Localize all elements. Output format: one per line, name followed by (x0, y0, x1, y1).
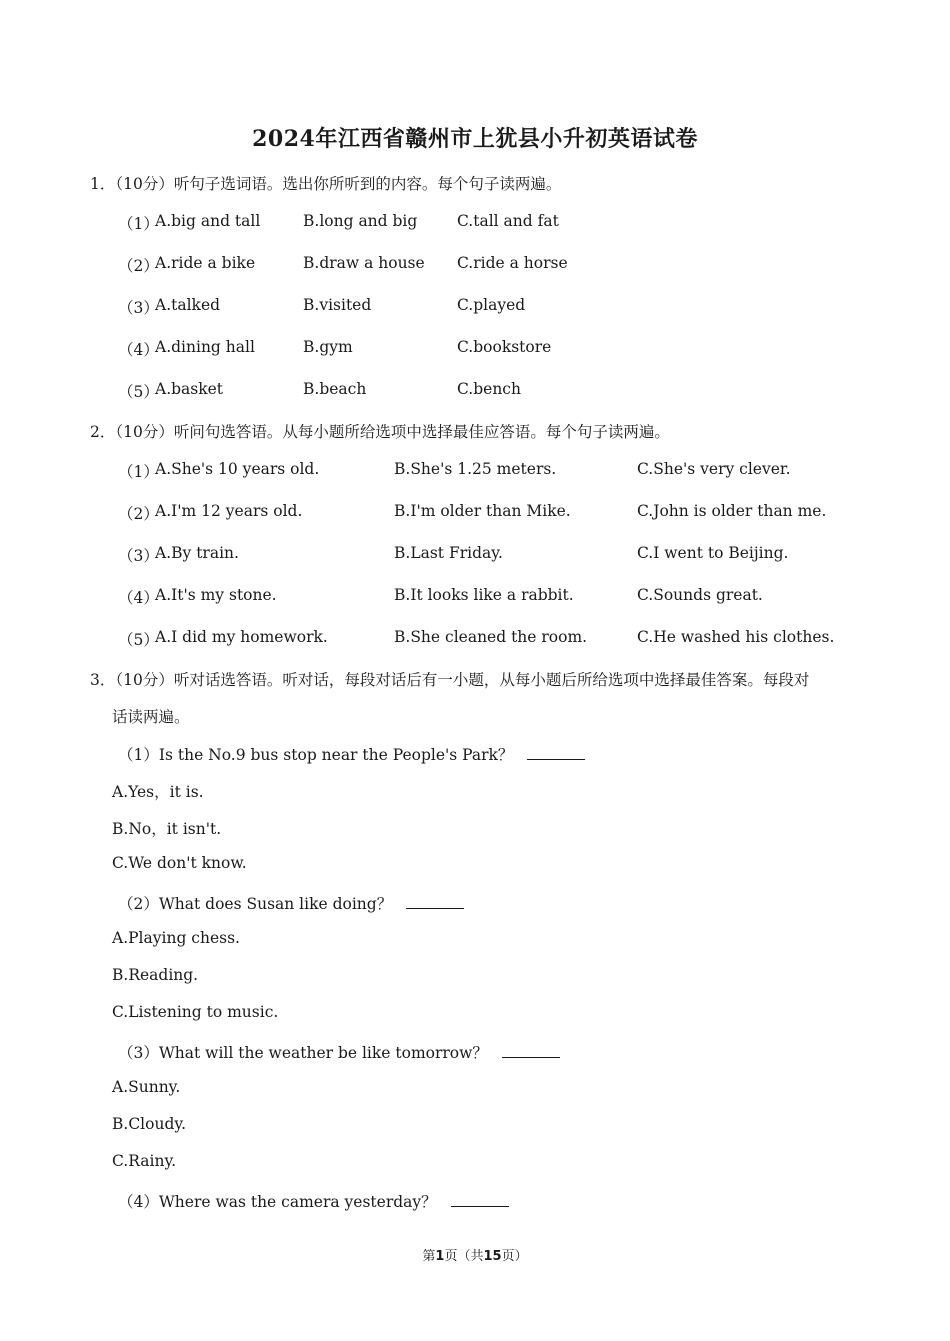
q3-2-option-c: C.Listening to music. (112, 1003, 279, 1021)
q2-option-a: A.By train. (155, 544, 239, 562)
q1-item-num: （4） (118, 341, 159, 359)
q3-question-text: （1）Is the No.9 bus stop near the People's Park？ (118, 746, 514, 764)
q1-option-b: B.draw a house (303, 254, 425, 272)
footer-page-number: 1 (435, 1249, 445, 1264)
q2-option-c: C.He washed his clothes. (637, 628, 835, 646)
page-title: 2024年江西省赣州市上犹县小升初英语试卷 (252, 126, 698, 152)
q1-option-a: A.big and tall (155, 212, 261, 230)
footer-prefix: 第 (422, 1249, 436, 1264)
q2-item-num: （4） (118, 589, 159, 607)
q2-option-b: B.She cleaned the room. (394, 628, 588, 646)
q1-item-num: （5） (118, 383, 159, 401)
q3-question-1 (118, 743, 585, 765)
q3-header: 3．（10分）听对话选答语。听对话，每段对话后有一小题，从每小题后所给选项中选择最佳答案。每段对 (90, 671, 810, 689)
q1-option-b: B.visited (303, 296, 372, 314)
q3-3-option-a: A.Sunny. (112, 1078, 181, 1096)
q3-1-option-a: A.Yes，it is. (112, 783, 204, 801)
q3-1-option-c: C.We don't know. (112, 854, 247, 872)
q1-option-b: B.gym (303, 338, 353, 356)
q3-question-2 (118, 892, 464, 914)
q2-option-a: A.It's my stone. (155, 586, 277, 604)
answer-blank (502, 1045, 560, 1058)
q1-option-c: C.played (457, 296, 526, 314)
q1-option-c: C.bench (457, 380, 521, 398)
q2-item-num: （5） (118, 631, 159, 649)
q3-question-text: （2）What does Susan like doing？ (118, 895, 393, 913)
q1-option-c: C.bookstore (457, 338, 552, 356)
q2-option-b: B.She's 1.25 meters. (394, 460, 557, 478)
q1-option-c: C.ride a horse (457, 254, 568, 272)
q1-item-num: （1） (118, 215, 159, 233)
q1-header: 1．（10分）听句子选词语。选出你所听到的内容。每个句子读两遍。 (90, 175, 562, 193)
footer-mid: 页（共 (444, 1249, 484, 1264)
q2-option-b: B.Last Friday. (394, 544, 503, 562)
q3-question-3 (118, 1041, 560, 1063)
q3-3-option-b: B.Cloudy. (112, 1115, 186, 1133)
q2-option-a: A.I'm 12 years old. (155, 502, 303, 520)
q3-3-option-c: C.Rainy. (112, 1152, 177, 1170)
footer-total-pages: 15 (483, 1249, 502, 1264)
q2-option-a: A.I did my homework. (155, 628, 328, 646)
page-footer (0, 1245, 950, 1264)
q2-option-c: C.Sounds great. (637, 586, 763, 604)
q2-item-num: （1） (118, 463, 159, 481)
q3-1-option-b: B.No，it isn't. (112, 820, 222, 838)
q1-option-b: B.long and big (303, 212, 418, 230)
q1-option-a: A.ride a bike (155, 254, 256, 272)
q1-option-a: A.talked (155, 296, 221, 314)
q1-item-num: （3） (118, 299, 159, 317)
answer-blank (527, 747, 585, 760)
q2-header: 2．（10分）听问句选答语。从每小题所给选项中选择最佳应答语。每个句子读两遍。 (90, 423, 670, 441)
q2-option-c: C.I went to Beijing. (637, 544, 789, 562)
q3-question-4 (118, 1190, 509, 1212)
q2-option-c: C.She's very clever. (637, 460, 791, 478)
q3-question-text: （3）What will the weather be like tomorrow？ (118, 1044, 488, 1062)
footer-suffix: 页） (501, 1249, 528, 1264)
q3-2-option-a: A.Playing chess. (112, 929, 240, 947)
answer-blank (406, 896, 464, 909)
q1-option-a: A.basket (155, 380, 224, 398)
q2-option-b: B.I'm older than Mike. (394, 502, 571, 520)
q2-option-b: B.It looks like a rabbit. (394, 586, 574, 604)
answer-blank (451, 1194, 509, 1207)
q2-item-num: （2） (118, 505, 159, 523)
q1-option-c: C.tall and fat (457, 212, 559, 230)
q3-question-text: （4）Where was the camera yesterday？ (118, 1193, 437, 1211)
q3-header-continued: 话读两遍。 (112, 708, 190, 726)
q2-option-c: C.John is older than me. (637, 502, 827, 520)
q1-item-num: （2） (118, 257, 159, 275)
q2-option-a: A.She's 10 years old. (155, 460, 320, 478)
q1-option-a: A.dining hall (155, 338, 255, 356)
q1-option-b: B.beach (303, 380, 367, 398)
q3-2-option-b: B.Reading. (112, 966, 199, 984)
q2-item-num: （3） (118, 547, 159, 565)
